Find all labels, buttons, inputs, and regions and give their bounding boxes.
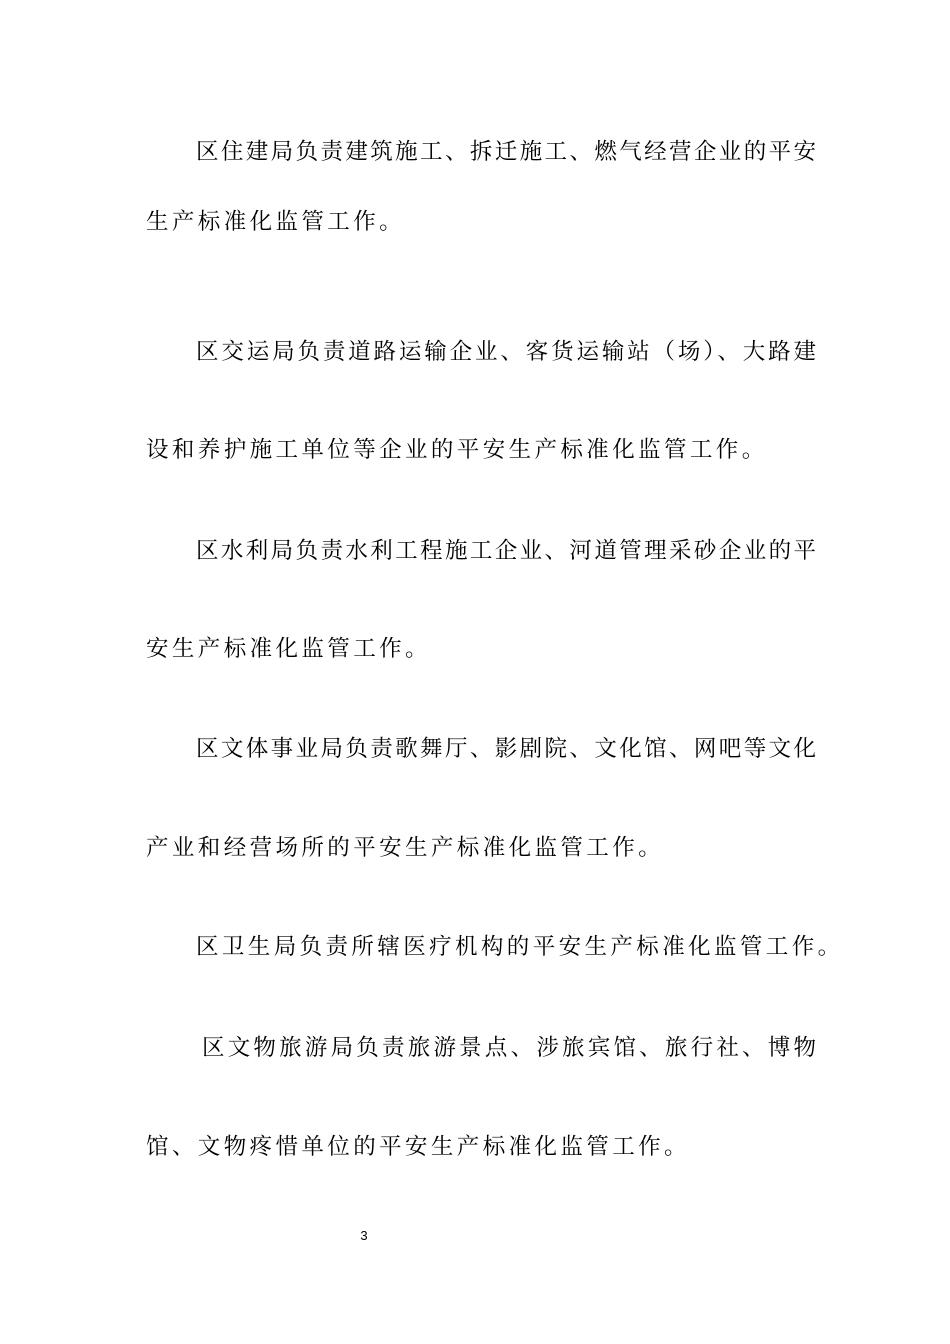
paragraph-1-line-1: 区住建局负责建筑施工、拆迁施工、燃气经营企业的平安 <box>196 139 816 165</box>
paragraph-2-line-1: 区交运局负责道路运输企业、客货运输站（场）、大路建 <box>196 339 816 365</box>
paragraph-2-line-2: 设和养护施工单位等企业的平安生产标准化监管工作。 <box>146 437 768 463</box>
paragraph-6-line-1: 区文物旅游局负责旅游景点、涉旅宾馆、旅行社、博物 <box>202 1035 816 1061</box>
paragraph-4-line-2: 产业和经营场所的平安生产标准化监管工作。 <box>146 835 665 861</box>
page-number: 3 <box>360 1228 368 1243</box>
paragraph-3-line-2: 安生产标准化监管工作。 <box>146 636 431 662</box>
paragraph-1-line-2: 生产标准化监管工作。 <box>146 209 406 235</box>
paragraph-5-line-1: 区卫生局负责所辖医疗机构的平安生产标准化监管工作。 <box>196 934 844 960</box>
paragraph-3-line-1: 区水利局负责水利工程施工企业、河道管理采砂企业的平 <box>196 538 816 564</box>
paragraph-4-line-1: 区文体事业局负责歌舞厅、影剧院、文化馆、网吧等文化 <box>196 736 816 762</box>
paragraph-6-line-2: 馆、文物疼惜单位的平安生产标准化监管工作。 <box>146 1134 690 1160</box>
